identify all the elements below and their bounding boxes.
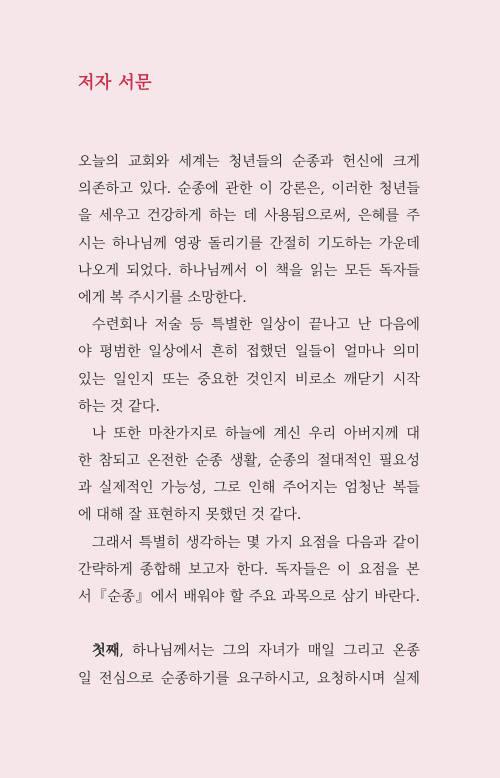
text-line: 일 전심으로 순종하기를 요구하시고, 요청하시며 실제 xyxy=(78,670,420,687)
paragraph xyxy=(78,421,420,530)
paragraph xyxy=(78,149,420,312)
text-line: 있는 일인지 또는 중요한 것인지 비로소 깨닫기 시작 xyxy=(78,371,420,388)
text-line: 한 참되고 온전한 순종 생활, 순종의 절대적인 필요성 xyxy=(78,453,420,470)
section-title: 저자 서문 xyxy=(78,73,153,93)
text-line: 나 또한 마찬가지로 하늘에 계신 우리 아버지께 대 xyxy=(92,425,420,442)
line-text: , 하나님께서는 그의 자녀가 매일 그리고 온종 xyxy=(119,643,420,660)
paragraph xyxy=(78,638,420,692)
body-text xyxy=(78,149,420,693)
text-line: 시는 하나님께 영광 돌리기를 간절히 기도하는 가운데 xyxy=(78,235,420,252)
text-line: 그래서 특별히 생각하는 몇 가지 요점을 다음과 같이 xyxy=(92,534,420,551)
text-line: 간략하게 종합해 보고자 한다. 독자들은 이 요점을 본 xyxy=(78,561,420,578)
text-line: 에게 복 주시기를 소망한다. xyxy=(78,289,247,306)
text-line: 과 실제적인 가능성, 그로 인해 주어지는 엄청난 복들 xyxy=(78,480,420,497)
paragraph xyxy=(78,312,420,421)
text-line: 오늘의 교회와 세계는 청년들의 순종과 헌신에 크게 xyxy=(78,154,420,170)
text-line: 을 세우고 건강하게 하는 데 사용됨으로써, 은혜를 주 xyxy=(78,208,420,225)
paragraph xyxy=(78,530,420,612)
text-line: 수련회나 저술 등 특별한 일상이 끝나고 난 다음에 xyxy=(92,317,420,334)
text-line xyxy=(78,638,420,665)
text-line: 하는 것 같다. xyxy=(78,398,161,415)
lead-word: 첫째 xyxy=(92,643,120,660)
text-line: 야 평범한 일상에서 흔히 접했던 일들이 얼마나 의미 xyxy=(78,344,420,361)
paragraph-gap xyxy=(78,611,420,638)
text-line: 의존하고 있다. 순종에 관한 이 강론은, 이러한 청년들 xyxy=(78,181,420,198)
text-line: 나오게 되었다. 하나님께서 이 책을 읽는 모든 독자들 xyxy=(78,262,420,279)
text-line: 서『순종』에서 배워야 할 주요 과목으로 삼기 바란다. xyxy=(78,589,420,605)
text-line: 에 대해 잘 표현하지 못했던 것 같다. xyxy=(78,507,302,524)
